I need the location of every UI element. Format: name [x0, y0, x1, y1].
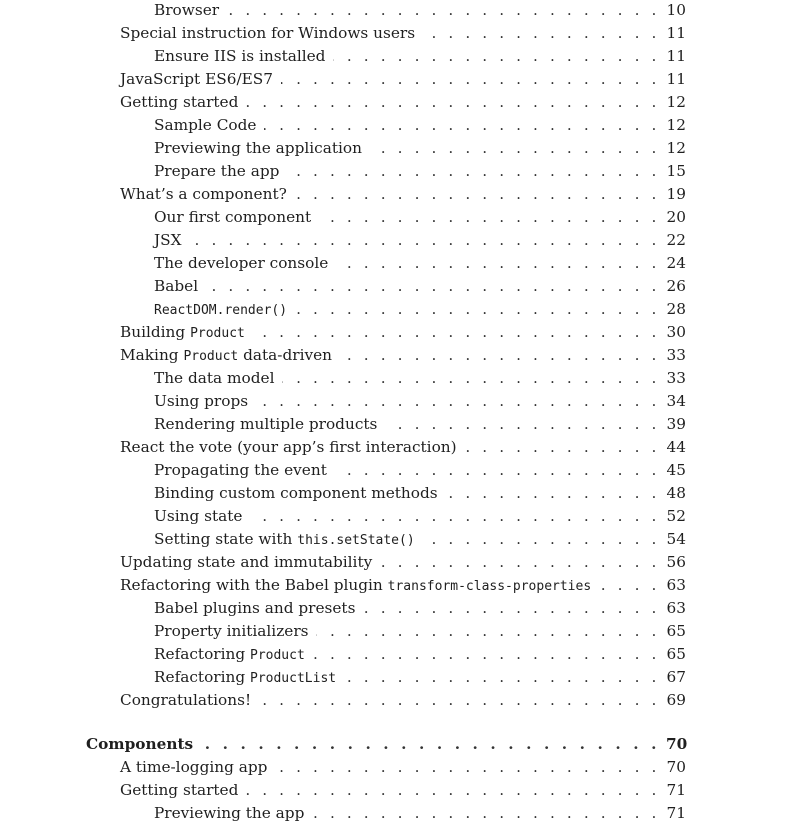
toc-text-fragment: Setting state with: [154, 530, 298, 548]
toc-entry-line: [154, 160, 686, 183]
toc-page-number: 11: [666, 47, 686, 65]
toc-text-fragment: Browser: [154, 1, 220, 19]
toc-text-fragment: Rendering multiple products: [154, 415, 378, 433]
toc-spacer: [0, 712, 800, 733]
toc-subsection-entry[interactable]: [0, 160, 800, 183]
toc-subsection-entry[interactable]: [0, 252, 800, 275]
toc-entry-line: [154, 252, 686, 275]
toc-page-number: 20: [666, 208, 686, 226]
toc-page-number: 63: [666, 576, 686, 594]
toc-section-entry[interactable]: [0, 551, 800, 574]
toc-page-number: 11: [666, 24, 686, 42]
toc-page-number: 33: [666, 369, 686, 387]
toc-section-entry[interactable]: [0, 68, 800, 91]
toc-subsection-entry[interactable]: [0, 0, 800, 22]
toc-section-entry[interactable]: [0, 756, 800, 779]
dot-leader: [385, 413, 660, 436]
dot-leader: [256, 390, 660, 413]
dot-leader: [190, 229, 660, 252]
toc-entry-title: [154, 390, 248, 413]
toc-entry-line: [154, 367, 686, 390]
toc-text-fragment: Ensure IIS is installed: [154, 47, 326, 65]
toc-page-number: 12: [666, 93, 686, 111]
toc-text-fragment: Binding custom component methods: [154, 484, 438, 502]
toc-subsection-entry[interactable]: [0, 482, 800, 505]
toc-entry-title: [154, 206, 311, 229]
toc-subsection-entry[interactable]: [0, 114, 800, 137]
toc-page-number: 44: [666, 438, 686, 456]
toc-entry-line: [120, 689, 686, 712]
dot-leader: [227, 0, 660, 22]
toc-page-number: 69: [666, 691, 686, 709]
dot-leader: [295, 183, 660, 206]
dot-leader: [282, 367, 660, 390]
toc-text-fragment: Our first component: [154, 208, 312, 226]
toc-text-fragment: The data model: [154, 369, 275, 387]
toc-entry-title: [120, 779, 238, 802]
toc-text-fragment: Building: [120, 323, 191, 341]
toc-entry-title: [154, 620, 308, 643]
toc-page-number: 65: [666, 645, 686, 663]
toc-entry-line: [154, 0, 686, 22]
dot-leader: [201, 733, 660, 756]
toc-entry-title: [154, 0, 219, 22]
dot-leader: [246, 91, 660, 114]
toc-text-fragment: React the vote (your app’s first interaction): [120, 438, 457, 456]
toc-page-number: 71: [666, 781, 686, 799]
toc-text-fragment: Components: [86, 735, 194, 753]
toc-page-number: 45: [666, 461, 686, 479]
toc-page-number: 56: [666, 553, 686, 571]
toc-entry-title: [154, 275, 198, 298]
toc-text-fragment: Refactoring: [154, 645, 250, 663]
dot-leader: [340, 344, 660, 367]
toc-entry-title: [154, 643, 305, 667]
dot-leader: [344, 666, 660, 689]
toc-text-fragment: Refactoring with the Babel plugin: [120, 576, 388, 594]
toc-text-fragment: The developer console: [154, 254, 329, 272]
dot-leader: [599, 574, 660, 597]
toc-text-fragment: Refactoring: [154, 668, 250, 686]
toc-entry-line: [120, 183, 686, 206]
dot-leader: [281, 68, 660, 91]
toc-text-fragment: Babel: [154, 277, 199, 295]
dot-leader: [253, 321, 660, 344]
toc-subsection-entry[interactable]: [0, 137, 800, 160]
toc-entry-title: [154, 252, 328, 275]
toc-entry-line: [154, 597, 686, 620]
dot-leader: [370, 137, 660, 160]
toc-page-number: 26: [666, 277, 686, 295]
toc-section-entry[interactable]: [0, 689, 800, 712]
toc-text-fragment: Property initializers: [154, 622, 309, 640]
toc-entry-title: [154, 482, 438, 505]
toc-entry-line: [120, 551, 686, 574]
toc-entry-line: [120, 321, 686, 345]
toc-entry-title: [120, 22, 415, 45]
toc-entry-title: [154, 45, 325, 68]
toc-entry-line: [120, 22, 686, 45]
toc-code-fragment: Product: [250, 648, 305, 663]
toc-entry-line: [120, 68, 686, 91]
toc-page-number: 24: [666, 254, 686, 272]
toc-subsection-entry[interactable]: [0, 45, 800, 68]
toc-code-fragment: Product: [183, 349, 239, 364]
dot-leader: [380, 551, 660, 574]
toc-section-entry[interactable]: [0, 779, 800, 802]
toc-entry-line: [154, 206, 686, 229]
toc-entry-line: [154, 298, 686, 322]
dot-leader: [206, 275, 660, 298]
toc-entry-line: [154, 413, 686, 436]
toc-page-number: 19: [666, 185, 686, 203]
dot-leader: [446, 482, 660, 505]
dot-leader: [465, 436, 660, 459]
dot-leader: [333, 45, 660, 68]
toc-subsection-entry[interactable]: [0, 802, 800, 825]
toc-text-fragment: Babel plugins and presets: [154, 599, 356, 617]
toc-subsection-entry[interactable]: [0, 643, 800, 666]
dot-leader: [295, 298, 660, 321]
toc-entry-title: [154, 137, 362, 160]
toc-page-number: 48: [666, 484, 686, 502]
toc-text-fragment: Propagating the event: [154, 461, 327, 479]
toc-text-fragment: Getting started: [120, 93, 239, 111]
toc-entry-title: [154, 114, 256, 137]
toc-entry-title: [120, 689, 251, 712]
toc-page-number: 39: [666, 415, 686, 433]
dot-leader: [319, 206, 660, 229]
toc-section-entry[interactable]: [0, 344, 800, 367]
toc-page-number: 54: [666, 530, 686, 548]
toc-entry-line: [120, 344, 686, 368]
toc-page-number: 70: [666, 758, 686, 776]
dot-leader: [275, 756, 660, 779]
toc-entry-line: [154, 114, 686, 137]
toc-subsection-entry[interactable]: [0, 505, 800, 528]
toc-subsection-entry[interactable]: [0, 459, 800, 482]
toc-entry-line: [154, 482, 686, 505]
toc-page-number: 15: [666, 162, 686, 180]
toc-text-fragment: Special instruction for Windows users: [120, 24, 416, 42]
dot-leader: [264, 114, 660, 137]
toc-subsection-entry[interactable]: [0, 666, 800, 689]
toc-entry-line: [154, 620, 686, 643]
toc-entry-line: [120, 756, 686, 779]
toc-text-fragment: Prepare the app: [154, 162, 280, 180]
toc-entry-title: [154, 413, 377, 436]
toc-entry-title: [154, 459, 327, 482]
toc-entry-title: [154, 298, 287, 322]
toc-entry-line: [120, 91, 686, 114]
toc-code-fragment: this.setState(): [297, 533, 415, 548]
toc-entry-line: [154, 45, 686, 68]
toc-section-entry[interactable]: [0, 183, 800, 206]
toc-subsection-entry[interactable]: [0, 597, 800, 620]
toc-entry-title: [120, 321, 245, 345]
toc-page-number: 34: [666, 392, 686, 410]
toc-text-fragment: Previewing the application: [154, 139, 362, 157]
toc-entry-title: [154, 367, 274, 390]
toc-section-entry[interactable]: [0, 321, 800, 344]
toc-entry-line: [86, 733, 686, 756]
toc-entry-line: [154, 275, 686, 298]
toc-section-entry[interactable]: [0, 436, 800, 459]
dot-leader: [363, 597, 660, 620]
dot-leader: [423, 528, 660, 551]
toc-entry-line: [154, 802, 686, 825]
dot-leader: [423, 22, 660, 45]
dot-leader: [335, 459, 660, 482]
toc-code-fragment: transform-class-properties: [387, 579, 592, 594]
toc-section-entry[interactable]: [0, 91, 800, 114]
toc-entry-title: [120, 68, 273, 91]
toc-text-fragment: Using state: [154, 507, 243, 525]
toc-entry-title: [86, 733, 193, 756]
toc-page-number: 65: [666, 622, 686, 640]
toc-entry-line: [154, 666, 686, 690]
toc-subsection-entry[interactable]: [0, 390, 800, 413]
toc-code-fragment: ReactDOM.render(): [154, 303, 288, 318]
toc-entry-line: [154, 643, 686, 667]
toc-section-entry[interactable]: [0, 574, 800, 597]
toc-subsection-entry[interactable]: [0, 298, 800, 321]
toc-entry-line: [120, 779, 686, 802]
toc-page-number: 12: [666, 116, 686, 134]
dot-leader: [250, 505, 660, 528]
toc-entry-title: [120, 344, 332, 368]
toc-subsection-entry[interactable]: [0, 229, 800, 252]
toc-subsection-entry[interactable]: [0, 206, 800, 229]
toc-entry-title: [120, 91, 238, 114]
toc-subsection-entry[interactable]: [0, 528, 800, 551]
toc-entry-title: [154, 160, 279, 183]
toc-text-fragment: Using props: [154, 392, 249, 410]
toc-section-entry[interactable]: [0, 22, 800, 45]
toc-entry-line: [154, 505, 686, 528]
toc-entry-title: [154, 666, 336, 690]
toc-page-number: 12: [666, 139, 686, 157]
toc-subsection-entry[interactable]: [0, 413, 800, 436]
toc-entry-title: [120, 574, 591, 598]
toc-page-number: 28: [666, 300, 686, 318]
dot-leader: [313, 643, 660, 666]
dot-leader: [316, 620, 660, 643]
toc-page-number: 71: [666, 804, 686, 822]
toc-entry-title: [154, 802, 304, 825]
toc-subsection-entry[interactable]: [0, 367, 800, 390]
toc-entry-title: [120, 183, 287, 206]
toc-page-number: 33: [666, 346, 686, 364]
toc-text-fragment: data-driven: [238, 346, 333, 364]
toc-text-fragment: Previewing the app: [154, 804, 305, 822]
toc-page-number: 22: [666, 231, 686, 249]
toc-text-fragment: What’s a component?: [120, 185, 287, 203]
toc-text-fragment: JavaScript ES6/ES7: [120, 70, 273, 88]
toc-text-fragment: Congratulations!: [120, 691, 252, 709]
dot-leader: [259, 689, 660, 712]
toc-entry-title: [120, 551, 372, 574]
toc-entry-line: [154, 528, 686, 552]
toc-text-fragment: Making: [120, 346, 184, 364]
toc-code-fragment: Product: [190, 326, 245, 341]
toc-text-fragment: Getting started: [120, 781, 239, 799]
toc-entry-title: [154, 597, 355, 620]
toc-text-fragment: Sample Code: [154, 116, 257, 134]
toc-page-number: 52: [666, 507, 686, 525]
toc-entry-line: [120, 436, 686, 459]
toc-entry-line: [154, 137, 686, 160]
toc-page-number: 11: [666, 70, 686, 88]
toc-text-fragment: JSX: [154, 231, 182, 249]
toc-page-number: 63: [666, 599, 686, 617]
dot-leader: [287, 160, 660, 183]
toc-page-number: 10: [666, 1, 686, 19]
toc-subsection-entry[interactable]: [0, 620, 800, 643]
toc-entry-title: [154, 528, 415, 552]
toc-subsection-entry[interactable]: [0, 275, 800, 298]
toc-chapter-entry[interactable]: [0, 733, 800, 756]
toc-text-fragment: A time-logging app: [120, 758, 268, 776]
toc-entry-line: [154, 459, 686, 482]
toc-entry-title: [154, 229, 182, 252]
toc-entry-title: [154, 505, 242, 528]
dot-leader: [336, 252, 660, 275]
toc-text-fragment: Updating state and immutability: [120, 553, 373, 571]
dot-leader: [246, 779, 660, 802]
toc-page-number: 67: [666, 668, 686, 686]
toc-page-number: 30: [666, 323, 686, 341]
toc-code-fragment: ProductList: [250, 671, 337, 686]
toc-entry-title: [120, 436, 457, 459]
toc-entry-title: [120, 756, 267, 779]
toc-entry-line: [154, 229, 686, 252]
dot-leader: [312, 802, 660, 825]
toc-entry-line: [154, 390, 686, 413]
toc-page-number: 70: [666, 735, 688, 753]
toc-entry-line: [120, 574, 686, 598]
